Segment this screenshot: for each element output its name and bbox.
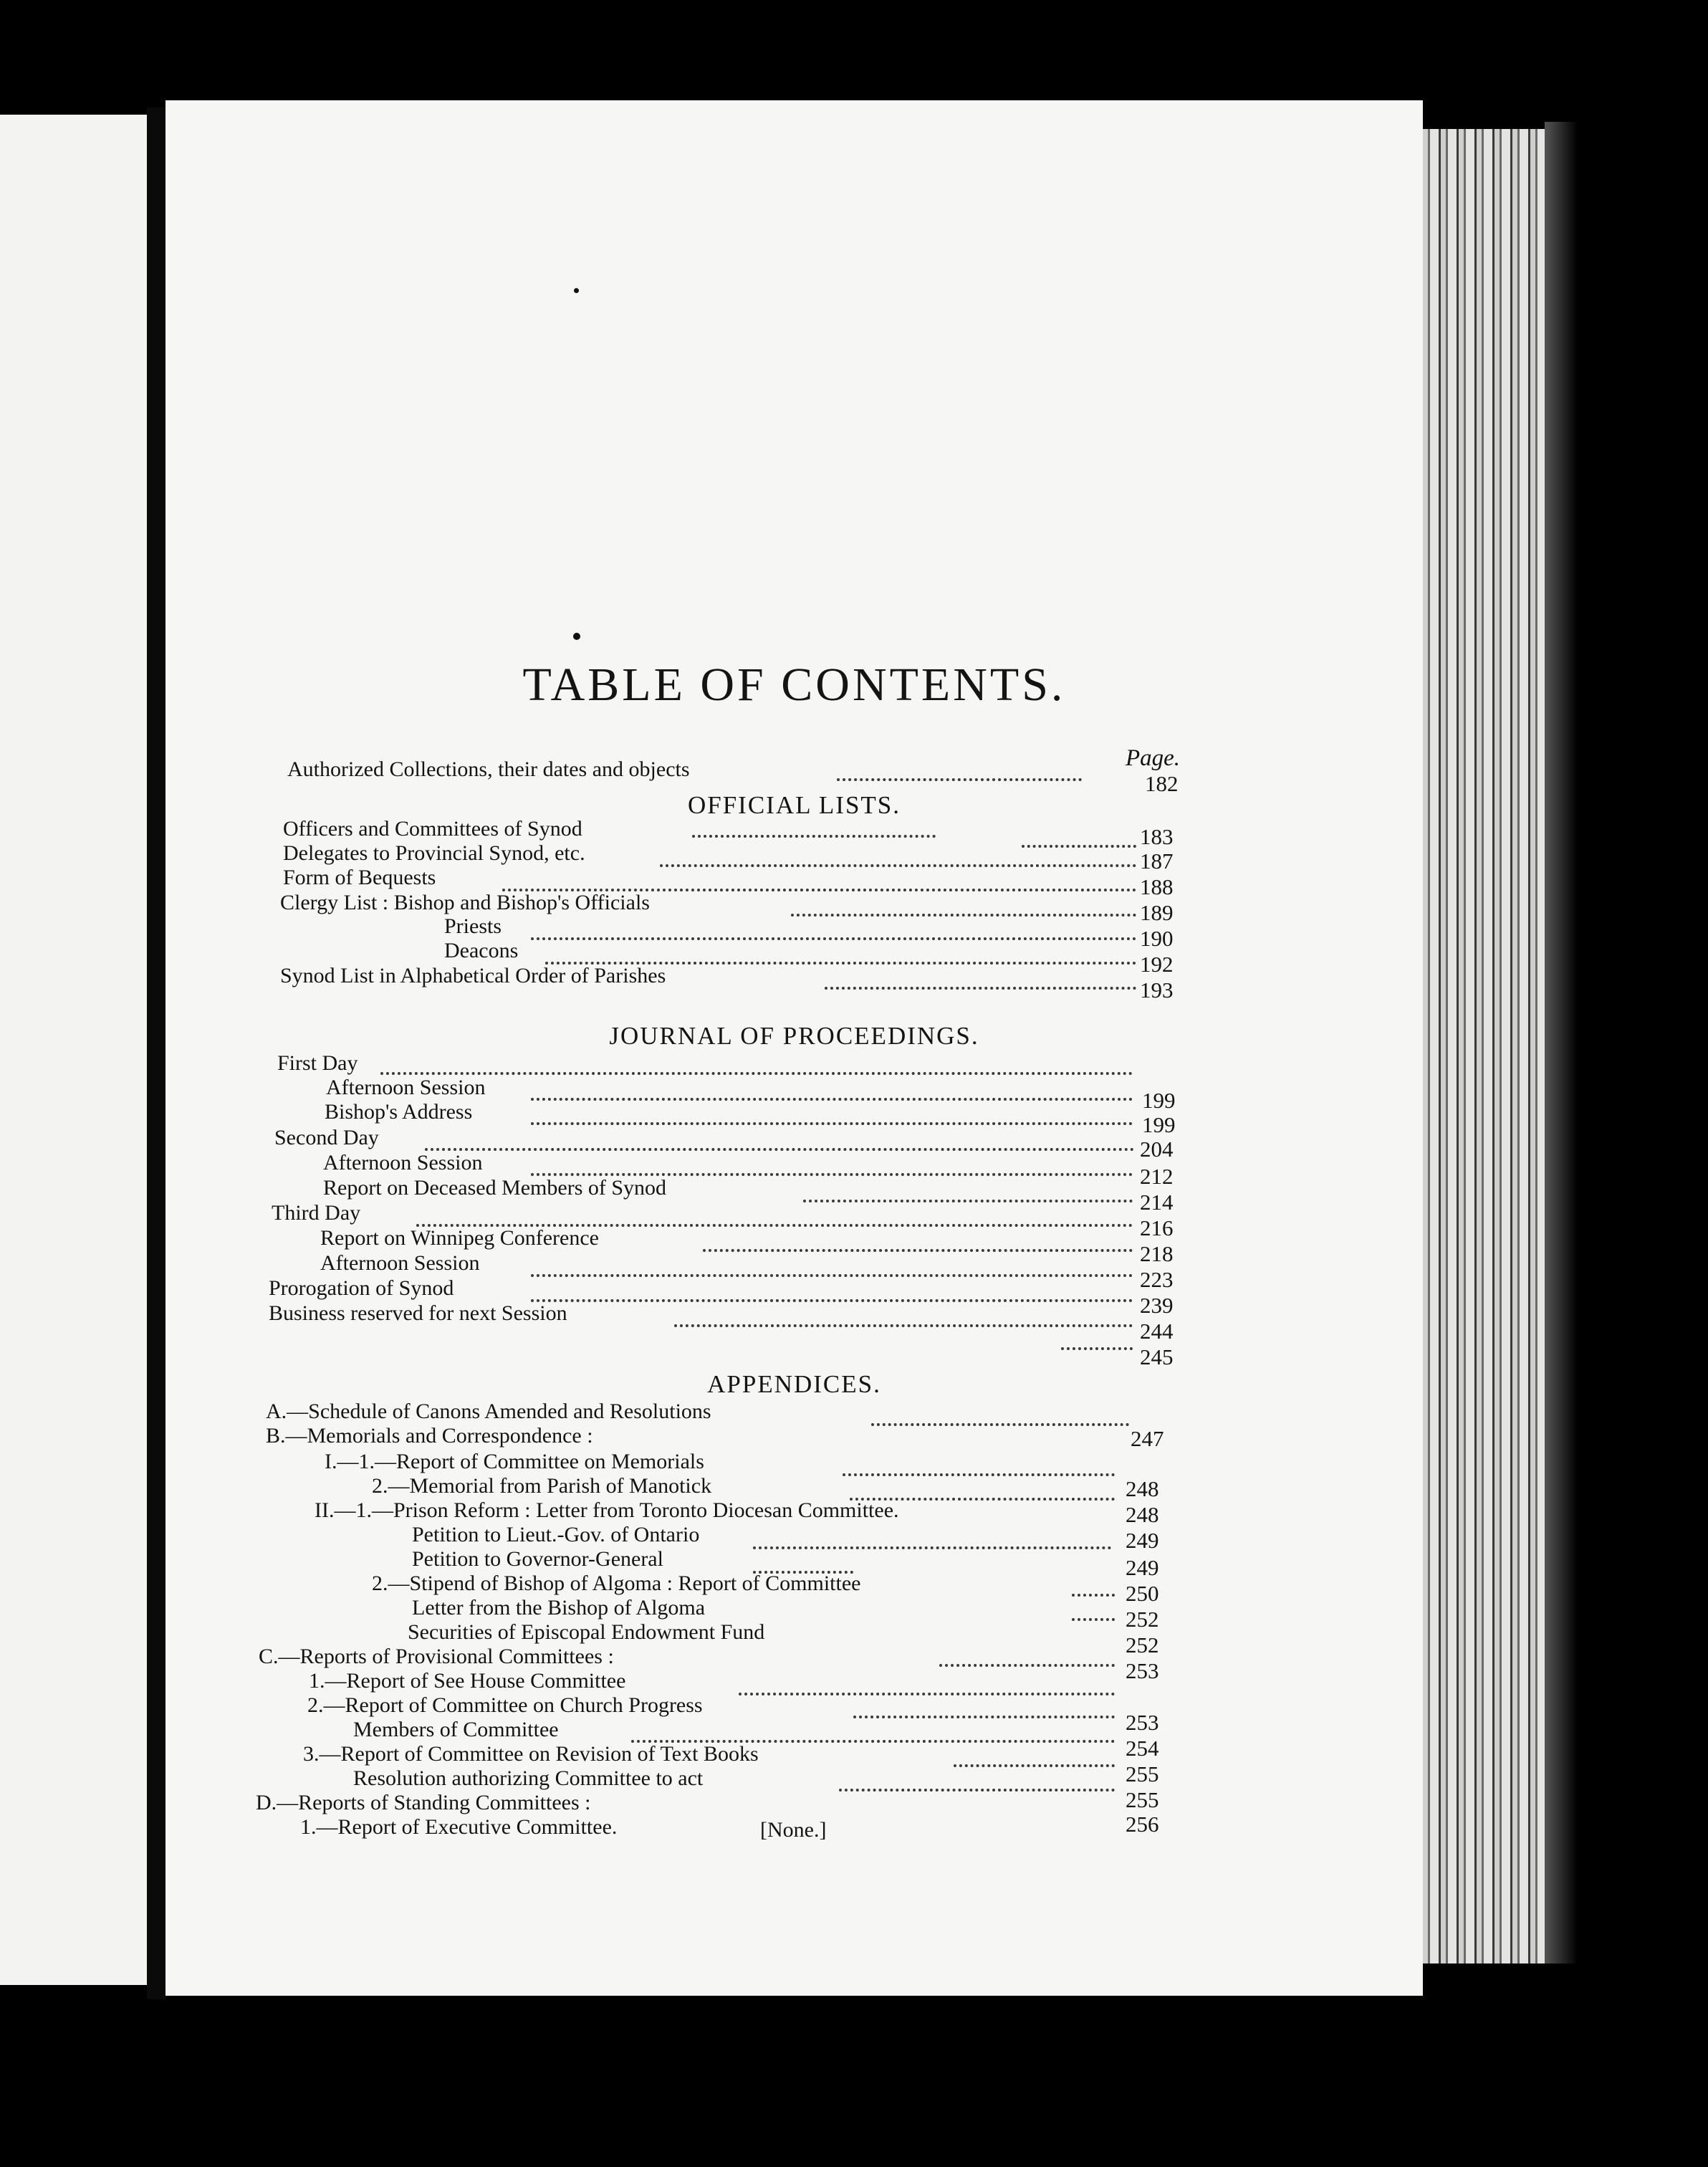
dot-leader [853, 1716, 1115, 1718]
dot-leader [791, 914, 1136, 917]
section-heading: OFFICIAL LISTS. [687, 791, 901, 819]
toc-entry-text: A.—Schedule of Canons Amended and Resolutions [266, 1400, 711, 1423]
toc-page-number: 214 [1140, 1190, 1174, 1215]
toc-entry-text: Authorized Collections, their dates and objects [287, 757, 690, 781]
toc-entry-text: Securities of Episcopal Endowment Fund [408, 1620, 765, 1644]
toc-entry-text: Deacons [444, 939, 519, 962]
dot-leader [954, 1764, 1115, 1767]
toc-entry-text: 3.—Report of Committee on Revision of Text Books [303, 1742, 759, 1766]
toc-entry-text: First Day [277, 1051, 358, 1075]
none-note: [None.] [760, 1818, 827, 1842]
dot-leader [837, 778, 1082, 781]
toc-page-number: 216 [1140, 1215, 1174, 1240]
toc-page-number: 253 [1126, 1710, 1159, 1735]
toc-page-number: 193 [1140, 977, 1174, 1003]
dot-leader [1022, 845, 1136, 848]
dot-leader [871, 1423, 1129, 1426]
toc-page-number: 254 [1126, 1736, 1159, 1761]
toc-entry-text: 1.—Report of Executive Committee. [300, 1815, 618, 1839]
page-title: TABLE OF CONTENTS. [522, 659, 1066, 711]
dot-leader [753, 1546, 1111, 1549]
print-speck [573, 633, 580, 640]
dot-leader [825, 987, 1136, 990]
book-gutter [147, 107, 165, 1999]
dot-leader [531, 1122, 1133, 1125]
dot-leader [703, 1249, 1133, 1252]
toc-entry-text: 2.—Memorial from Parish of Manotick [372, 1474, 712, 1498]
dot-leader [380, 1072, 1133, 1075]
toc-page-number: 199 [1142, 1112, 1176, 1137]
toc-page-number: 248 [1126, 1502, 1159, 1527]
dot-leader [531, 1098, 1133, 1101]
toc-page-number: 248 [1126, 1476, 1159, 1501]
toc-entry-text: Afternoon Session [326, 1076, 486, 1099]
dot-leader [739, 1693, 1115, 1695]
dot-leader [1072, 1618, 1115, 1621]
page-column-label: Page. [1126, 745, 1181, 771]
toc-entry-text: Second Day [274, 1126, 379, 1149]
toc-entry-text: 2.—Report of Committee on Church Progress [307, 1693, 703, 1717]
toc-page-number: 187 [1140, 848, 1174, 874]
toc-entry-text: C.—Reports of Provisional Committees : [259, 1645, 614, 1668]
toc-page-number: 255 [1126, 1761, 1159, 1786]
toc-entry-text: 1.—Report of See House Committee [309, 1669, 626, 1693]
dot-leader [1072, 1594, 1115, 1597]
dot-leader [425, 1148, 1134, 1151]
toc-entry-text: Report on Winnipeg Conference [320, 1226, 599, 1250]
toc-entry-text: Petition to Governor-General [412, 1547, 663, 1571]
toc-entry-text: Members of Committee [353, 1718, 559, 1741]
toc-page-number: 182 [1145, 771, 1179, 796]
section-heading: JOURNAL OF PROCEEDINGS. [609, 1022, 979, 1050]
toc-entry-text: Bishop's Address [325, 1100, 473, 1124]
toc-page-number: 218 [1140, 1241, 1174, 1266]
dot-leader [531, 937, 1136, 940]
toc-page-number: 183 [1140, 824, 1174, 849]
toc-page-number: 252 [1126, 1632, 1159, 1657]
page-edge-shadow [1545, 122, 1578, 1963]
left-page-edge [0, 115, 147, 1985]
toc-entry-text: Afternoon Session [323, 1151, 483, 1175]
toc-page-number: 239 [1140, 1293, 1174, 1318]
dot-leader [660, 864, 1136, 867]
toc-entry-text: Officers and Committees of Synod [283, 817, 582, 841]
toc-entry-text: Business reserved for next Session [269, 1301, 567, 1325]
toc-entry-text: Priests [444, 914, 502, 938]
dot-leader [803, 1200, 1133, 1202]
toc-entry-text: Resolution authorizing Committee to act [353, 1766, 704, 1790]
toc-page-number: 188 [1140, 874, 1174, 899]
toc-page-number: 189 [1140, 900, 1174, 925]
toc-page-number: 247 [1131, 1426, 1164, 1451]
section-heading: APPENDICES. [707, 1370, 881, 1398]
dot-leader [531, 1299, 1133, 1302]
toc-page-number: 250 [1126, 1581, 1159, 1606]
dot-leader [1061, 1347, 1133, 1350]
toc-page-number: 253 [1126, 1658, 1159, 1683]
dot-leader [843, 1473, 1115, 1476]
toc-entry-text: 2.—Stipend of Bishop of Algoma : Report of Committee [372, 1572, 861, 1595]
toc-page-number: 244 [1140, 1319, 1174, 1344]
page-edges [1423, 129, 1545, 1963]
toc-page-number: 204 [1140, 1137, 1174, 1162]
dot-leader [939, 1664, 1115, 1667]
toc-entry-text: Clergy List : Bishop and Bishop's Officials [280, 891, 650, 914]
print-speck [574, 288, 579, 293]
toc-entry-text: B.—Memorials and Correspondence : [266, 1424, 593, 1448]
toc-page-number: 252 [1126, 1607, 1159, 1632]
toc-entry-text: D.—Reports of Standing Committees : [256, 1791, 591, 1814]
toc-entry-text: Petition to Lieut.-Gov. of Ontario [412, 1523, 700, 1546]
toc-entry-text: Form of Bequests [283, 866, 436, 889]
dot-leader [674, 1324, 1133, 1327]
dot-leader [531, 1274, 1133, 1277]
toc-page-number: 212 [1140, 1164, 1174, 1189]
toc-page-number: 199 [1142, 1088, 1176, 1113]
toc-page-number: 190 [1140, 926, 1174, 951]
toc-entry-text: Prorogation of Synod [269, 1276, 454, 1300]
toc-entry-text: I.—1.—Report of Committee on Memorials [325, 1450, 704, 1473]
toc-entry-text: Report on Deceased Members of Synod [323, 1176, 667, 1200]
dot-leader [839, 1789, 1115, 1792]
toc-page-number: 245 [1140, 1344, 1174, 1369]
dot-leader [692, 835, 936, 838]
toc-page-number: 223 [1140, 1267, 1174, 1292]
toc-page-number: 192 [1140, 952, 1174, 977]
toc-page-number: 249 [1126, 1555, 1159, 1580]
toc-entry-text: II.—1.—Prison Reform : Letter from Toronto Diocesan Committee. [315, 1498, 899, 1522]
book-page [165, 100, 1423, 1996]
toc-entry-text: Third Day [272, 1201, 361, 1225]
toc-page-number: 255 [1126, 1787, 1159, 1812]
toc-entry-text: Afternoon Session [320, 1251, 480, 1275]
toc-page-number: 249 [1126, 1528, 1159, 1553]
toc-entry-text: Delegates to Provincial Synod, etc. [283, 841, 585, 865]
toc-entry-text: Letter from the Bishop of Algoma [412, 1596, 706, 1620]
toc-page-number: 256 [1126, 1812, 1159, 1837]
toc-entry-text: Synod List in Alphabetical Order of Parishes [280, 964, 666, 987]
